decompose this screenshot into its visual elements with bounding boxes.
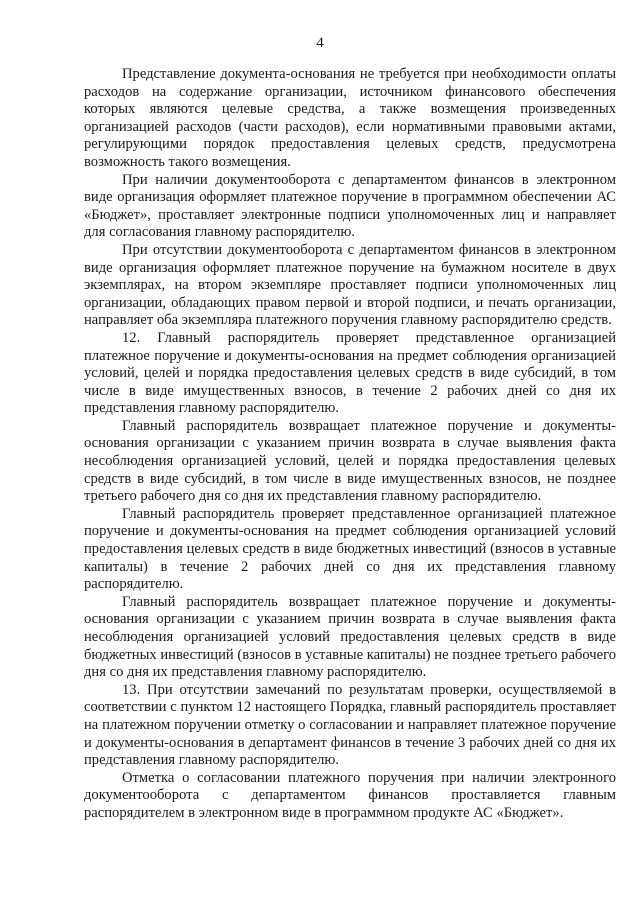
page-number: 4 [316,35,324,51]
paragraph-clause-13: 13. При отсутствии замечаний по результатам проверки, осуществляемой в соответствии с пунктом 12 настоящего Порядка, главный распорядитель проставляет на платежном поручении отметку о согласовании и направляет платежное поручение и документы-основания в департамент финансов в течение 3 рабочих дней со дня их представления главному распорядителю. [84,681,616,769]
paragraph-paper-workflow: При отсутствии документооборота с департаментом финансов в электронном виде организация оформляет платежное поручение на бумажном носителе в двух экземплярах, на втором экземпляре проставляет подписи уполномоченных лиц организации, обладающих правом первой и второй подписи, и печать организации, направляет оба экземпляра платежного поручения главному распорядителю средств. [84,241,616,329]
paragraph-approval-mark: Отметка о согласовании платежного поручения при наличии электронного документооборота с департаментом финансов проставляется главным распорядителем в электронном виде в программном продукте АС «Бюджет». [84,769,616,821]
paragraph-electronic-workflow: При наличии документооборота с департаментом финансов в электронном виде организация оформляет платежное поручение в программном обеспечении АС «Бюджет», проставляет электронные подписи уполномоченных лиц и направляет для согласования главному распорядителю. [84,171,616,241]
paragraph-check-investments: Главный распорядитель проверяет представленное организацией платежное поручение и документы-основания на предмет соблюдения организацией условий предоставления целевых средств в виде бюджетных инвестиций (взносов в уставные капиталы) в течение 2 рабочих дней со дня их представления главному распорядителю. [84,505,616,593]
paragraph-document-basis: Представление документа-основания не требуется при необходимости оплаты расходов на содержание организации, источником финансового обеспечения которых являются целевые средства, а также возмещения произведенных организацией расходов (части расходов), если нормативными правовыми актами, регулирующими порядок предоставления целевых средств, предусмотрена возможность такого возмещения. [84,66,616,170]
paragraph-return-subsidies: Главный распорядитель возвращает платежное поручение и документы-основания организации с указанием причин возврата в случае выявления факта несоблюдения организацией условий, целей и порядка предоставления целевых средств в виде субсидий, в том числе в виде имущественных взносов, не позднее третьего рабочего дня со дня их представления главному распорядителю. [84,417,616,505]
document-body [84,66,616,823]
paragraph-return-investments: Главный распорядитель возвращает платежное поручение и документы-основания организации с указанием причин возврата в случае выявления факта несоблюдения организацией условий предоставления целевых средств в виде бюджетных инвестиций (взносов в уставные капиталы) не позднее третьего рабочего дня со дня их представления главному распорядителю. [84,593,616,681]
paragraph-clause-12: 12. Главный распорядитель проверяет представленное организацией платежное поручение и документы-основания на предмет соблюдения организацией условий, целей и порядка предоставления целевых средств в виде субсидий, в том числе в виде имущественных взносов, в течение 2 рабочих дней со дня их представления главному распорядителю. [84,329,616,417]
